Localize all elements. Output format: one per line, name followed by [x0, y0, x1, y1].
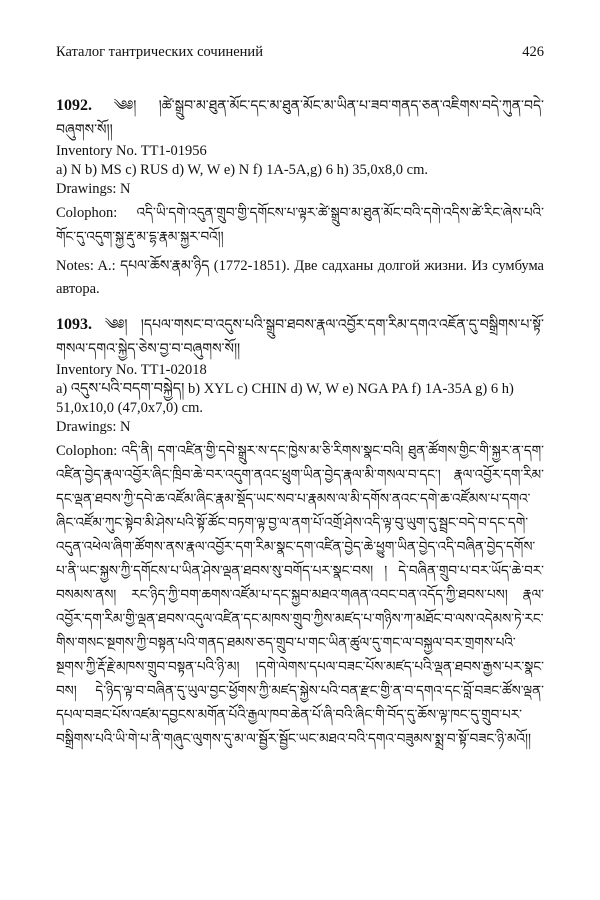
colophon: [56, 201, 544, 249]
entry-dimensions: 51,0x10,0 (47,0x7,0) cm.: [56, 400, 203, 416]
entry-number: 1092.: [56, 97, 92, 114]
entry-title-tibetan: ༄༅། །ཚེ་སྒྲུབ་མ་ཐུན་མོང་དང་མ་ཐུན་མོང་མ་ཡིན་པ་ཟབ་གནད་ཅན་འཇིགས་བདེ་ཀུན་བདེ་བཞུགས་སོ།།: [56, 98, 544, 138]
entry-title: [56, 94, 544, 142]
colophon-tibetan: འདི་ཡི་དགེ་འདུན་གྲུབ་གྱི་དགོངས་པ་ལྟར་ཚེ་སྒྲུབ་མ་ཐུན་མོང་བའི་དགེ་འདིས་ཚེ་རིང་ཞེས་པའི་གོང་དུ་འདུག་སྐྱ་རྡུ་མ་དྷ་རྣམ་སྐྱར་བའོ།།: [56, 205, 544, 245]
notes-author-tibetan: དཔལ་ཆོས་རྣམ་ཉིད: [120, 258, 210, 274]
colophon-label: Colophon:: [56, 443, 118, 459]
inventory-number: Inventory No. TT1-01956: [56, 143, 207, 159]
colophon-tibetan: འདི་ནི། དག་འཛིན་གྱི་དབེ་སྒྲུར་ས་དང་ཁྱེས་མ་ཅི་རིགས་སྣང་བའི། ཐུན་ཚོགས་གྱིང་གི་སྐྱར་ན་དག་འཛིན་བྱེད་རྣལ་འབྱོར་ཞིང་ཁྲིབ་ཆེ་བར་འདུག་ནའང་ཕྲུག་ཡིན་བྱེད་རྣལ་མི་གསལ་བ་དང་། རྣལ་འབྱོར་དག་རིམ་དང་ལྡན་ཐབས་ཀྱི་དབེ་ཆ་འཛོམ་ཞིང་རྣམ་སྡོད་ཡང་སབ་པ་རྣམས་ལ་མི་དགོས་ནའང་དགེ་ཆ་འཛོམས་པ་དགའ་ཞིང་འཛོམ་ཀུང་སྟེབ་མི་ཤེས་པའི་སྟོ་ཚོང་བཏག་ལྟ་བྱ་ལ་ནག་པོ་འགྲོ་ཤེས་འདི་ལྟ་བུ་ཡུག་དུ་སྦྲང་བདེ་བ་དང་དགེ་འདུན་འཕེལ་ཞིག་ཚོགས་ནས་རྣལ་འབྱོར་དག་རིམ་སྣང་དག་འཛིན་བྱེད་ཆེ་ཕྱུག་ཡིན་བྱེད་འདི་བཞིན་བྱེད་དགོས་པ་ནི་ཡང་སྐྱས་ཀྱི་དགོངས་པ་ཡིན་ཤེས་ལྡན་ཐབས་སུ་བགོད་པར་སྣང་བས། ། དེ་བཞིན་གྲུབ་པ་བར་ཡོད་ཆེ་བར་བསམས་ནས། རང་ཉིད་ཀྱི་བག་ཆགས་འཛོམ་པ་དང་སྐྱབ་མཐའ་གཞན་འབང་བན་འདོད་ཀྱི་ཐབས་པས། རྣལ་འབྱོར་དག་རིམ་གྱི་ལྡན་ཐབས་འདུལ་འཛིན་དང་མཁས་གྲུབ་ཀྱིས་མཛད་པ་གཉིས་ཀ་མཐོང་བ་ལས་འདེམས་ཏེ་རང་གིས་གསང་སྔགས་ཀྱི་བསྟན་པའི་གནད་ཐམས་ཅད་གྲུབ་པ་གང་ཡིན་ཚུལ་དུ་གང་ལ་བསྐྱལ་བར་གྲགས་པའི་སྔགས་ཀྱི་རྡོ་རྗེ་མཁས་གྲུབ་བསྟན་པའི་ཉི་མ། །དགེ་ལེགས་དཔལ་བཟང་པོས་མཛད་པའི་ལྡན་ཐབས་རྒྱས་པར་སྣང་བས། དེ་ཉིད་ལྟ་བ་བཞིན་དུ་ཡུལ་བྱང་ཕྱོགས་ཀྱི་མཛད་སྐྱེས་པའི་བན་རྫང་གྱི་ན་བ་དགའ་དང་བློ་བཟང་ཚོས་ལྡན་དཔལ་བཟང་པོས་འཛམ་དབྱངས་མགོན་པོའི་རྒྱལ་ཁབ་ཆེན་པོ་ཞི་བའི་ཞིང་གི་བོད་དུ་ཆོས་ལྟ་ཁང་དུ་གྲུབ་པར་བསྒྲིགས་པའི་ཡི་གེ་པ་ནི་གཞུང་ལུགས་དུ་མ་ལ་སྦྱོར་སྦྱོང་ཡང་མཐའ་བའི་དགའ་བཟུམས་སྨྲ་བ་སྟོ་བཟང་ཉི་མའོ།།: [56, 443, 544, 747]
notes: [56, 255, 544, 301]
running-header: [56, 44, 544, 64]
notes-label: Notes: A.:: [56, 258, 116, 274]
drawings-line: Drawings: N: [56, 419, 131, 435]
running-title: Каталог тантрических сочинений: [56, 44, 263, 60]
notes-text: (1772-1851). Две садханы долгой жизни. Из сумбума автора.: [56, 258, 544, 297]
entry-fields: a) N b) MS c) RUS d) W, W e) N f) 1A-5A,g) 6 h) 35,0x8,0 cm.: [56, 162, 428, 178]
entry-fields: a) འདུས་པའི་བདག་བསྐྱེད། b) XYL c) CHIN d) W, W e) NGA PA f) 1A-35A g) 6 h): [56, 381, 514, 397]
colophon: [56, 439, 544, 751]
colophon-label: Colophon:: [56, 205, 118, 221]
catalog-entry-1093: [56, 313, 544, 751]
drawings-line: Drawings: N: [56, 181, 131, 197]
document-page: [56, 44, 544, 751]
entry-title: [56, 313, 544, 361]
page-number: 426: [522, 44, 544, 60]
inventory-number: Inventory No. TT1-02018: [56, 362, 207, 378]
entry-title-tibetan: ༄༅། །དཔལ་གསང་བ་འདུས་པའི་སྒྲུབ་ཐབས་རྣལ་འབྱོར་དག་རིམ་དགའ་འཇོན་དུ་བསྒྲིགས་པ་སྟོ་གསལ་དགའ་སྐྱེད་ཅེས་བྱ་བ་བཞུགས་སོ།།: [56, 317, 544, 357]
entry-number: 1093.: [56, 316, 92, 333]
catalog-entry-1092: [56, 94, 544, 301]
